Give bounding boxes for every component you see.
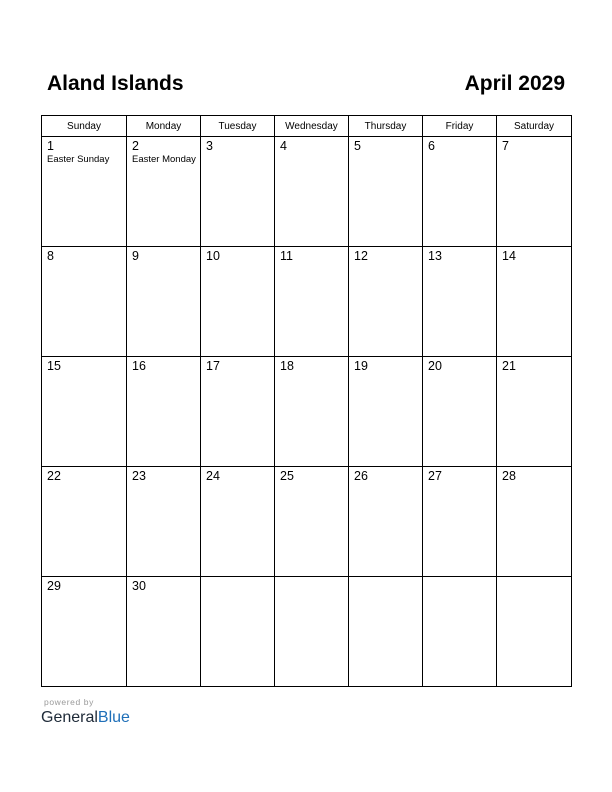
- day-cell: [201, 467, 275, 577]
- day-cell: [497, 247, 572, 357]
- day-number: 14: [502, 249, 516, 263]
- holiday-label: Easter Monday: [132, 154, 196, 165]
- week-row: [42, 247, 572, 357]
- day-cell: [423, 357, 497, 467]
- day-number: 2: [132, 139, 139, 153]
- day-cell: [201, 357, 275, 467]
- day-cell: [349, 247, 423, 357]
- holiday-label: Easter Sunday: [47, 154, 110, 165]
- calendar-grid: [41, 115, 572, 687]
- day-number: 21: [502, 359, 516, 373]
- day-number: 27: [428, 469, 442, 483]
- day-number: 1: [47, 139, 54, 153]
- day-cell: [275, 247, 349, 357]
- country-title: Aland Islands: [47, 72, 184, 95]
- month-year-title: April 2029: [464, 72, 565, 95]
- weekday-header: Tuesday: [201, 116, 275, 137]
- day-number: 26: [354, 469, 368, 483]
- day-cell-empty: [201, 577, 275, 687]
- day-number: 12: [354, 249, 368, 263]
- day-cell: [349, 357, 423, 467]
- week-row: [42, 467, 572, 577]
- day-number: 29: [47, 579, 61, 593]
- weekday-header: Saturday: [497, 116, 572, 137]
- day-cell: [42, 137, 127, 247]
- day-number: 22: [47, 469, 61, 483]
- day-number: 4: [280, 139, 287, 153]
- powered-by-label: powered by: [44, 697, 94, 707]
- day-number: 9: [132, 249, 139, 263]
- day-cell: [275, 137, 349, 247]
- day-cell-empty: [349, 577, 423, 687]
- brand-logo-part1: General: [41, 709, 98, 726]
- day-cell: [201, 247, 275, 357]
- week-row: [42, 357, 572, 467]
- day-cell: [42, 357, 127, 467]
- weekday-header: Sunday: [42, 116, 127, 137]
- day-cell: [349, 137, 423, 247]
- day-number: 18: [280, 359, 294, 373]
- weekday-header-row: [42, 116, 572, 137]
- day-cell: [42, 247, 127, 357]
- weekday-header: Wednesday: [275, 116, 349, 137]
- day-cell: [127, 357, 201, 467]
- day-number: 11: [280, 249, 293, 263]
- day-number: 28: [502, 469, 516, 483]
- day-number: 23: [132, 469, 146, 483]
- day-number: 8: [47, 249, 54, 263]
- day-number: 30: [132, 579, 146, 593]
- day-number: 17: [206, 359, 220, 373]
- day-number: 10: [206, 249, 220, 263]
- weekday-header: Thursday: [349, 116, 423, 137]
- day-number: 6: [428, 139, 435, 153]
- weekday-header: Friday: [423, 116, 497, 137]
- day-cell: [349, 467, 423, 577]
- day-number: 25: [280, 469, 294, 483]
- week-row: [42, 137, 572, 247]
- day-cell-empty: [497, 577, 572, 687]
- day-cell: [497, 467, 572, 577]
- day-cell: [42, 467, 127, 577]
- day-number: 20: [428, 359, 442, 373]
- day-number: 13: [428, 249, 442, 263]
- day-number: 24: [206, 469, 220, 483]
- brand-logo[interactable]: [41, 707, 130, 729]
- day-number: 5: [354, 139, 361, 153]
- day-number: 7: [502, 139, 509, 153]
- week-row: [42, 577, 572, 687]
- day-cell: [127, 467, 201, 577]
- day-number: 15: [47, 359, 61, 373]
- day-cell: [423, 137, 497, 247]
- day-cell: [42, 577, 127, 687]
- day-number: 16: [132, 359, 146, 373]
- day-cell: [497, 137, 572, 247]
- day-cell: [275, 467, 349, 577]
- day-number: 3: [206, 139, 213, 153]
- day-cell: [127, 577, 201, 687]
- day-cell: [423, 247, 497, 357]
- day-cell: [127, 137, 201, 247]
- day-number: 19: [354, 359, 368, 373]
- day-cell: [497, 357, 572, 467]
- day-cell: [127, 247, 201, 357]
- day-cell-empty: [275, 577, 349, 687]
- day-cell: [201, 137, 275, 247]
- footer-branding: [41, 697, 130, 729]
- weekday-header: Monday: [127, 116, 201, 137]
- day-cell: [423, 467, 497, 577]
- brand-logo-part2: Blue: [97, 709, 130, 726]
- day-cell: [275, 357, 349, 467]
- day-cell-empty: [423, 577, 497, 687]
